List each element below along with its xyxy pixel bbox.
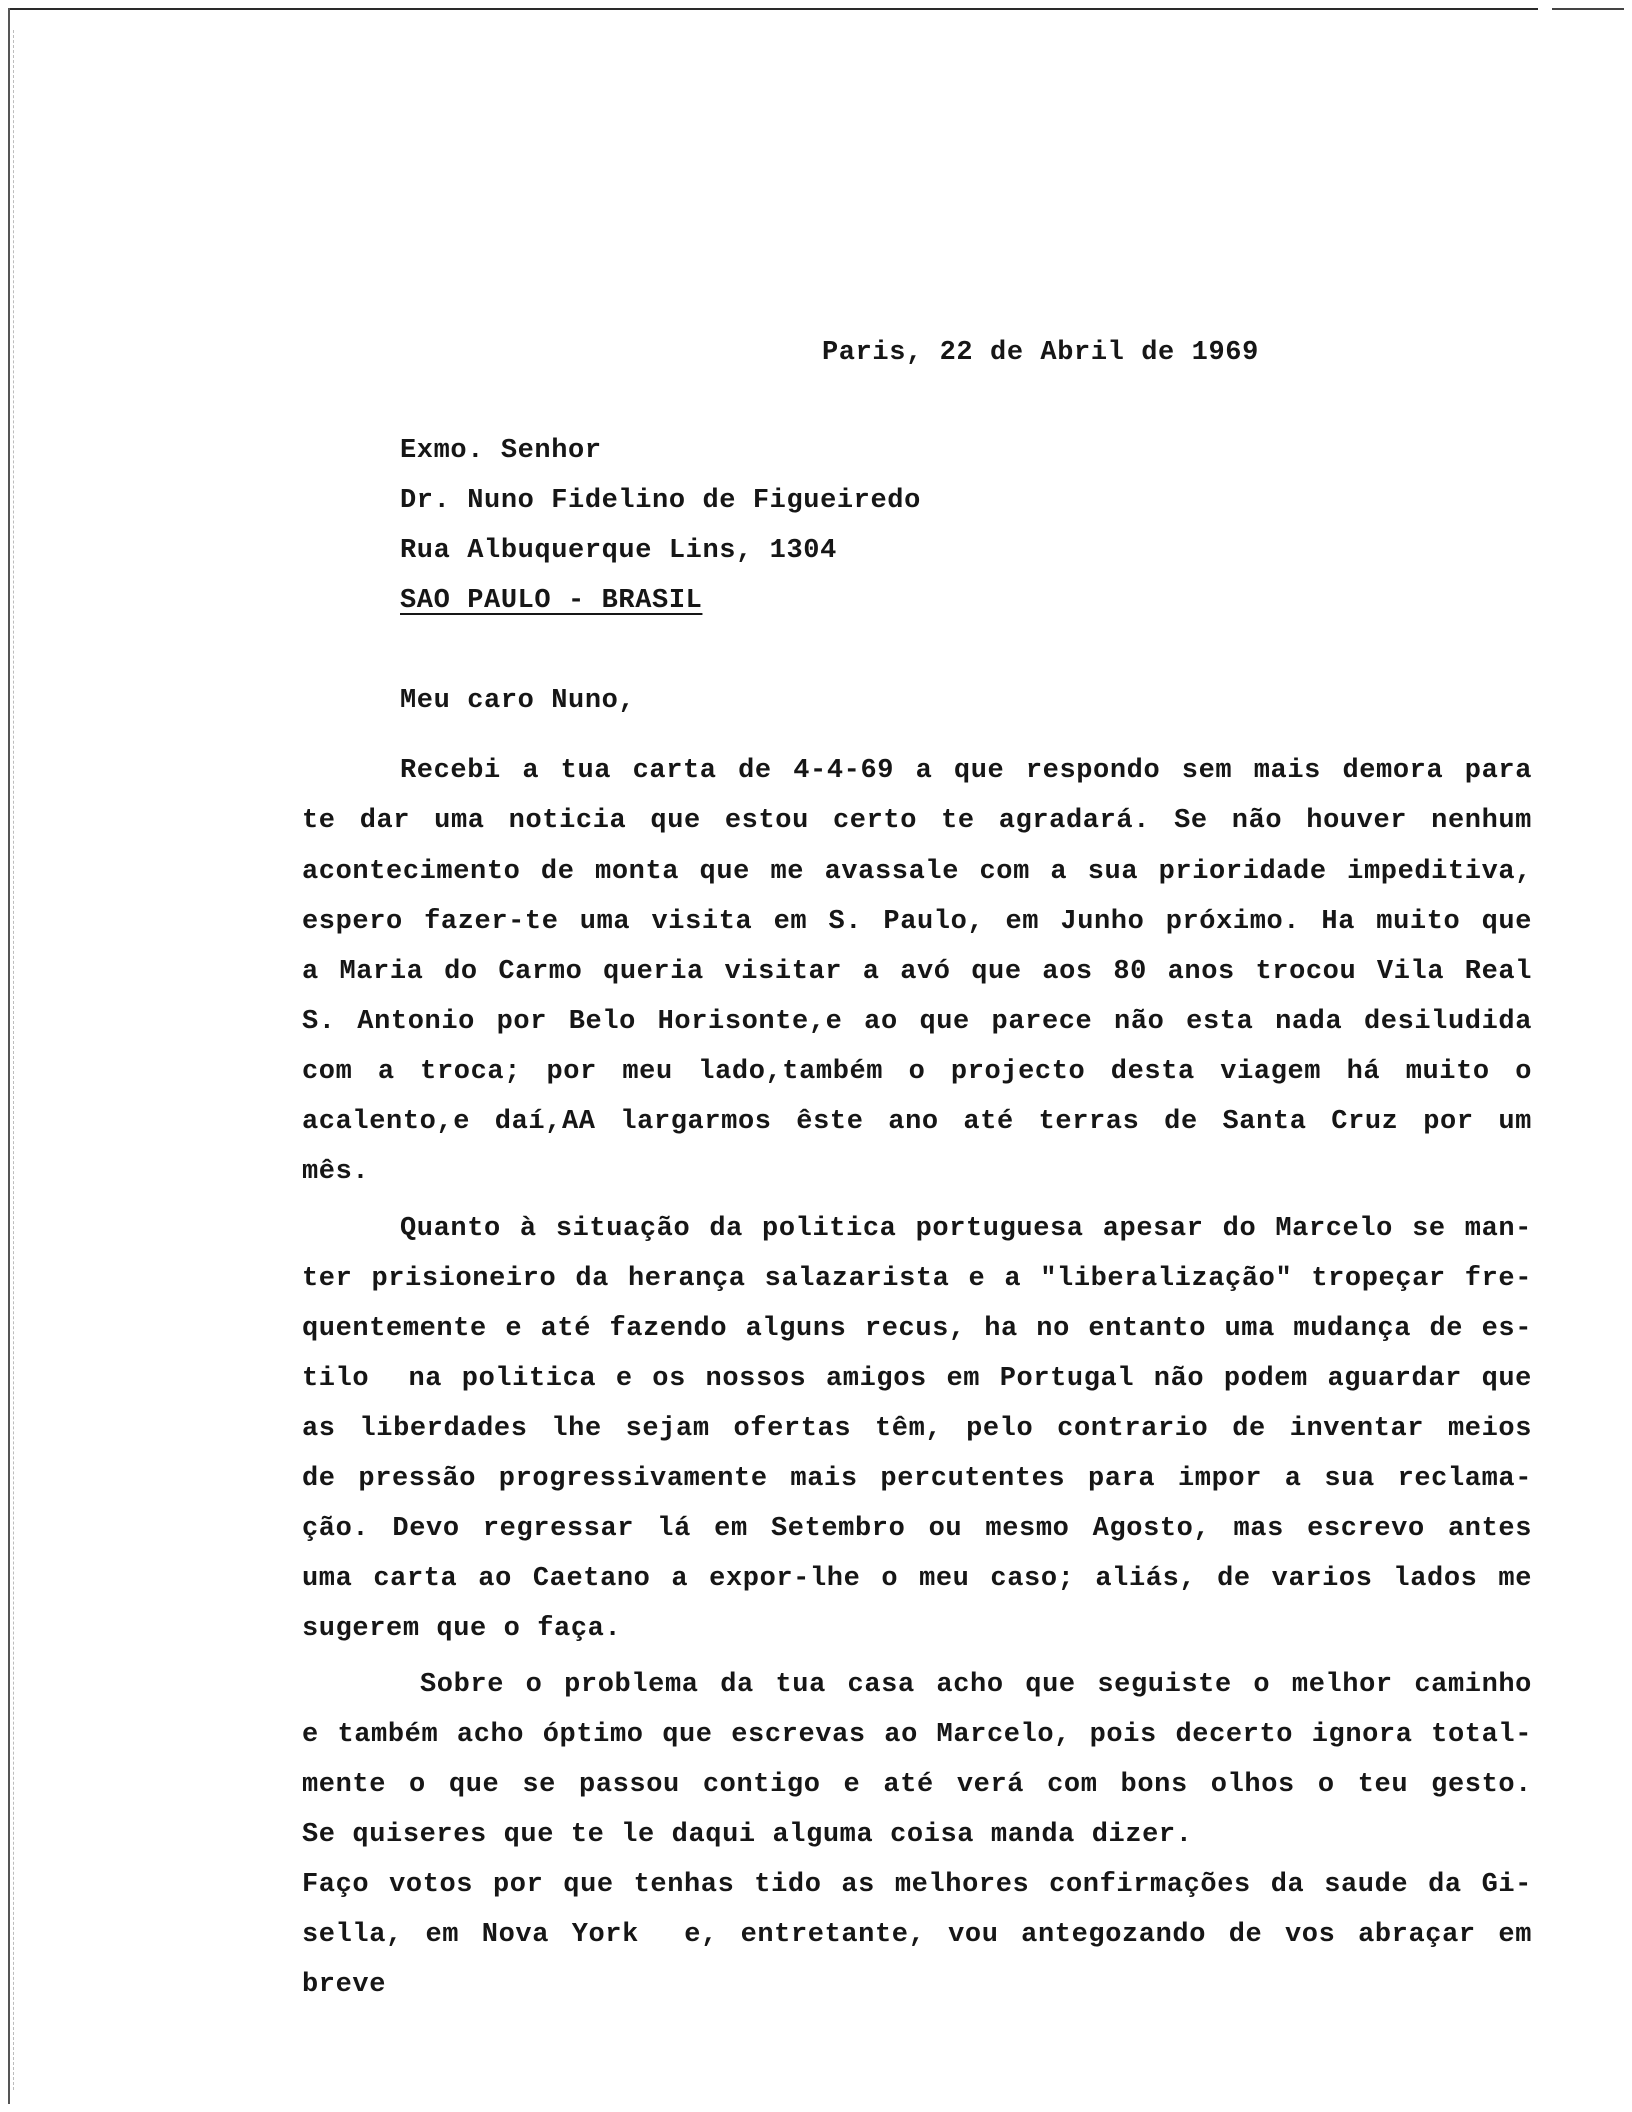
address-line-1: Exmo. Senhor [400,436,602,466]
address-line-3: Rua Albuquerque Lins, 1304 [400,536,837,566]
paragraph-1-line-3: acontecimento de monta que me avassale com a sua prioridade impeditiva, [302,857,1532,887]
paragraph-1-line-8: acalento,e daí,AA largarmos êste ano até terras de Santa Cruz por um [302,1107,1532,1137]
paragraph-1-line-9: mês. [302,1157,370,1187]
paragraph-3-line-4: Se quiseres que te le daqui alguma coisa manda dizer. [302,1820,1193,1850]
paragraph-3-line-5: Faço votos por que tenhas tido as melhores confirmações da saude da Gi- [302,1870,1532,1900]
paragraph-2-line-1: Quanto à situação da politica portuguesa apesar do Marcelo se man- [400,1214,1532,1244]
salutation: Meu caro Nuno, [400,686,636,716]
paragraph-1-line-6: S. Antonio por Belo Horisonte,e ao que parece não esta nada desiludida [302,1007,1532,1037]
page-edge-left [8,8,10,2104]
page-edge-shadow [13,30,14,2090]
paragraph-2-line-6: de pressão progressivamente mais percutentes para impor a sua reclama- [302,1464,1532,1494]
paragraph-1-line-7: com a troca; por meu lado,também o projecto desta viagem há muito o [302,1057,1532,1087]
paragraph-3-line-3: mente o que se passou contigo e até verá com bons olhos o teu gesto. [302,1770,1532,1800]
paragraph-1-line-1: Recebi a tua carta de 4-4-69 a que respondo sem mais demora para [400,756,1532,786]
paragraph-2-line-7: ção. Devo regressar lá em Setembro ou mesmo Agosto, mas escrevo antes [302,1514,1532,1544]
paragraph-3-line-7: breve [302,1970,387,2000]
address-line-4: SAO PAULO - BRASIL [400,586,703,616]
page-edge-top-right [1552,8,1624,10]
paragraph-2-line-4: tilo na politica e os nossos amigos em Portugal não podem aguardar que [302,1364,1532,1394]
paragraph-1-line-2: te dar uma noticia que estou certo te agradará. Se não houver nenhum [302,806,1532,836]
paragraph-3-line-6: sella, em Nova York e, entretante, vou antegozando de vos abraçar em [302,1920,1532,1950]
letter-date: Paris, 22 de Abril de 1969 [822,338,1259,368]
paragraph-2-line-5: as liberdades lhe sejam ofertas têm, pelo contrario de inventar meios [302,1414,1532,1444]
paragraph-2-line-2: ter prisioneiro da herança salazarista e a "liberalização" tropeçar fre- [302,1264,1532,1294]
address-line-2: Dr. Nuno Fidelino de Figueiredo [400,486,921,516]
paragraph-3-line-1: Sobre o problema da tua casa acho que seguiste o melhor caminho [420,1670,1532,1700]
paragraph-3-line-2: e também acho óptimo que escrevas ao Marcelo, pois decerto ignora total- [302,1720,1532,1750]
paragraph-1-line-4: espero fazer-te uma visita em S. Paulo, em Junho próximo. Ha muito que [302,907,1532,937]
paragraph-2-line-9: sugerem que o faça. [302,1614,622,1644]
paragraph-2-line-8: uma carta ao Caetano a expor-lhe o meu caso; aliás, de varios lados me [302,1564,1532,1594]
paragraph-1-line-5: a Maria do Carmo queria visitar a avó que aos 80 anos trocou Vila Real [302,957,1532,987]
page-edge-top [8,8,1538,10]
paragraph-2-line-3: quentemente e até fazendo alguns recus, ha no entanto uma mudança de es- [302,1314,1532,1344]
